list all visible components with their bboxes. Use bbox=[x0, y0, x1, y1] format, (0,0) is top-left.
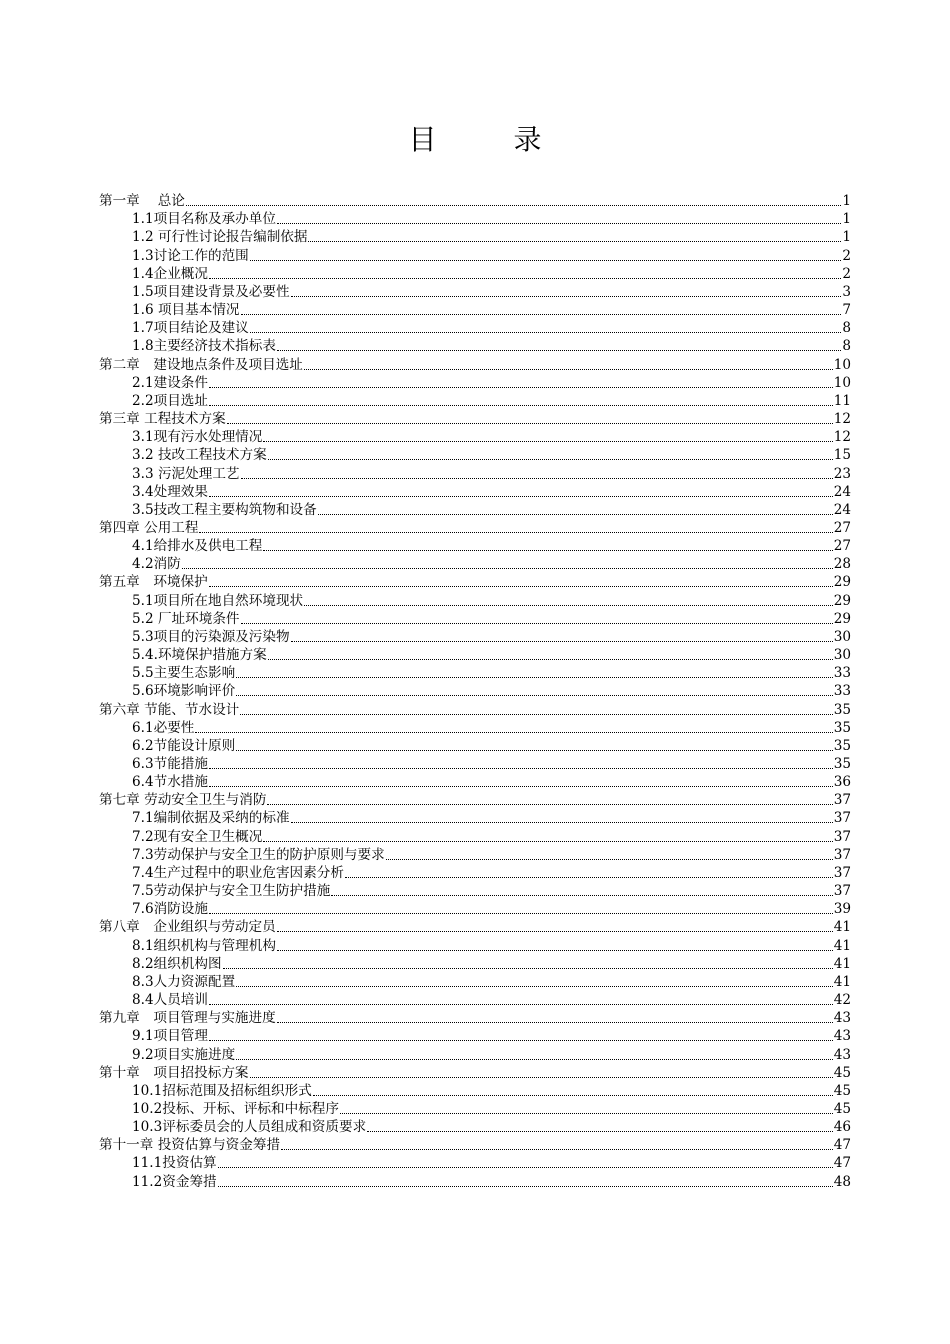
toc-page-number: 43 bbox=[833, 1028, 851, 1045]
toc-entry-label: 8.2组织机构图 bbox=[132, 955, 222, 972]
toc-entry-label: 5.3项目的污染源及污染物 bbox=[132, 628, 290, 645]
toc-entry-label: 第一章 总论 bbox=[99, 193, 185, 210]
toc-page-number: 45 bbox=[833, 1100, 851, 1117]
toc-page-number: 37 bbox=[833, 792, 851, 809]
dot-leader bbox=[277, 205, 841, 224]
dot-leader bbox=[304, 351, 833, 370]
toc-entry-label: 第七章 劳动安全卫生与消防 bbox=[99, 792, 267, 809]
toc-entry-label: 5.1项目所在地自然环境现状 bbox=[132, 592, 304, 609]
toc-page-number: 33 bbox=[833, 665, 851, 682]
toc-entry-label: 3.3 污泥处理工艺 bbox=[132, 465, 240, 482]
dot-leader bbox=[186, 187, 841, 206]
dot-leader bbox=[267, 786, 832, 805]
toc-page-number: 41 bbox=[833, 937, 851, 954]
toc-entry-label: 第五章 环境保护 bbox=[99, 574, 208, 591]
toc-page-number: 42 bbox=[833, 992, 851, 1009]
dot-leader bbox=[277, 1004, 833, 1023]
toc-entry-label: 7.2现有安全卫生概况 bbox=[132, 828, 263, 845]
toc-page-number: 47 bbox=[833, 1155, 851, 1172]
toc-page-number: 15 bbox=[833, 447, 851, 464]
dot-leader bbox=[281, 1131, 833, 1150]
toc-entry-label: 7.1编制依据及采纳的标准 bbox=[132, 810, 290, 827]
toc-entry-label: 第十章 项目招投标方案 bbox=[99, 1064, 249, 1081]
toc-entry-label: 9.2项目实施进度 bbox=[132, 1046, 236, 1063]
dot-leader bbox=[340, 1095, 833, 1114]
toc-entry-label: 第八章 企业组织与劳动定员 bbox=[99, 919, 276, 936]
toc-entry-label: 5.6环境影响评价 bbox=[132, 683, 236, 700]
toc-entry-label: 5.4.环境保护措施方案 bbox=[132, 647, 267, 664]
toc-page-number: 1 bbox=[842, 211, 851, 228]
dot-leader bbox=[277, 913, 833, 932]
toc-page-number: 45 bbox=[833, 1064, 851, 1081]
toc-page-number: 36 bbox=[833, 774, 851, 791]
dot-leader bbox=[199, 514, 832, 533]
toc-page-number: 48 bbox=[833, 1173, 851, 1190]
toc-entry-label: 第十一章 投资估算与资金筹措 bbox=[99, 1137, 281, 1154]
toc-entry-label: 3.1现有污水处理情况 bbox=[132, 429, 263, 446]
dot-leader bbox=[263, 423, 832, 442]
dot-leader bbox=[218, 1168, 833, 1187]
dot-leader bbox=[209, 895, 833, 914]
toc-entry-label: 8.4人员培训 bbox=[132, 992, 208, 1009]
toc-entry-label: 6.2节能设计原则 bbox=[132, 737, 236, 754]
dot-leader bbox=[313, 1077, 833, 1096]
toc-page-number: 1 bbox=[842, 229, 851, 246]
dot-leader bbox=[277, 332, 841, 351]
toc-page-number: 35 bbox=[833, 701, 851, 718]
toc-entry-label: 11.2资金筹措 bbox=[132, 1173, 217, 1190]
toc-page-number: 45 bbox=[833, 1082, 851, 1099]
toc-entry-label: 1.6 项目基本情况 bbox=[132, 302, 240, 319]
toc-entry-label: 第六章 节能、节水设计 bbox=[99, 701, 240, 718]
toc-entry-label: 8.1组织机构与管理机构 bbox=[132, 937, 276, 954]
toc-page-number: 12 bbox=[833, 411, 851, 428]
toc-title: 目 录 bbox=[408, 123, 576, 156]
dot-leader bbox=[236, 1041, 833, 1060]
dot-leader bbox=[241, 605, 833, 624]
dot-leader bbox=[263, 823, 832, 842]
dot-leader bbox=[386, 841, 833, 860]
dot-leader bbox=[345, 859, 833, 878]
toc-entry-label: 第四章 公用工程 bbox=[99, 519, 199, 536]
toc-page-number: 27 bbox=[833, 538, 851, 555]
toc-page-number: 1 bbox=[842, 193, 851, 210]
toc-page-number: 30 bbox=[833, 647, 851, 664]
dot-leader bbox=[367, 1113, 833, 1132]
toc-page-number: 33 bbox=[833, 683, 851, 700]
toc-page-number: 37 bbox=[833, 846, 851, 863]
toc-page-number: 11 bbox=[833, 392, 851, 409]
toc-page-number: 46 bbox=[833, 1119, 851, 1136]
toc-entry-label: 5.5主要生态影响 bbox=[132, 665, 236, 682]
dot-leader bbox=[318, 496, 833, 515]
dot-leader bbox=[304, 587, 833, 606]
toc-page-number: 10 bbox=[833, 374, 851, 391]
toc-page-number: 43 bbox=[833, 1010, 851, 1027]
toc-page-number: 35 bbox=[833, 756, 851, 772]
toc-entry-label: 7.6消防设施 bbox=[132, 901, 208, 918]
toc-page-number: 35 bbox=[833, 719, 851, 736]
toc-entry-label: 1.4企业概况 bbox=[132, 265, 208, 282]
dot-leader bbox=[209, 369, 833, 388]
toc-page-number: 8 bbox=[842, 320, 851, 337]
toc-entry-label: 1.7项目结论及建议 bbox=[132, 320, 249, 337]
toc-entry-label: 第九章 项目管理与实施进度 bbox=[99, 1010, 276, 1027]
toc-page-number: 29 bbox=[833, 610, 851, 627]
toc-entry-label: 4.1给排水及供电工程 bbox=[132, 538, 263, 555]
toc-page-number: 41 bbox=[833, 973, 851, 990]
toc-page-number: 23 bbox=[833, 465, 851, 482]
dot-leader bbox=[209, 260, 841, 279]
toc-page-number: 12 bbox=[833, 429, 851, 446]
toc-page-number: 39 bbox=[833, 901, 851, 918]
toc-entry-label: 9.1项目管理 bbox=[132, 1028, 208, 1045]
dot-leader bbox=[291, 623, 833, 642]
dot-leader bbox=[240, 696, 832, 715]
dot-leader bbox=[227, 405, 833, 424]
dot-leader bbox=[209, 478, 833, 497]
toc-page-number: 7 bbox=[842, 302, 851, 319]
toc-entry-label: 6.4节水措施 bbox=[132, 774, 208, 791]
dot-leader bbox=[209, 750, 833, 769]
toc-page-number: 43 bbox=[833, 1046, 851, 1063]
toc-entry-label: 6.3节能措施 bbox=[132, 756, 208, 772]
toc-page-number: 24 bbox=[833, 483, 851, 500]
dot-leader bbox=[182, 550, 833, 569]
toc-entry-label: 3.2 技改工程技术方案 bbox=[132, 447, 267, 464]
dot-leader bbox=[308, 223, 841, 242]
toc-page-number: 28 bbox=[833, 556, 851, 573]
toc-entry-label: 10.3评标委员会的人员组成和资质要求 bbox=[132, 1119, 367, 1136]
toc-section-entry[interactable] bbox=[99, 1172, 851, 1190]
toc-entry-label: 8.3人力资源配置 bbox=[132, 973, 236, 990]
toc-page-number: 2 bbox=[842, 265, 851, 282]
dot-leader bbox=[277, 932, 833, 951]
toc-entry-label: 1.3讨论工作的范围 bbox=[132, 247, 249, 264]
dot-leader bbox=[250, 1059, 833, 1078]
toc-page-number: 41 bbox=[833, 955, 851, 972]
toc-entry-label: 10.2投标、开标、评标和中标程序 bbox=[132, 1100, 339, 1117]
toc-entry-label: 7.5劳动保护与安全卫生防护措施 bbox=[132, 883, 331, 900]
dot-leader bbox=[223, 950, 833, 969]
dot-leader bbox=[209, 568, 833, 587]
toc-entry-label: 10.1招标范围及招标组织形式 bbox=[132, 1082, 312, 1099]
dot-leader bbox=[250, 314, 842, 333]
dot-leader bbox=[241, 296, 842, 315]
toc-entry-label: 第三章 工程技术方案 bbox=[99, 411, 226, 428]
dot-leader bbox=[209, 986, 833, 1005]
toc-page-number: 29 bbox=[833, 574, 851, 591]
toc-entry-label: 2.2项目选址 bbox=[132, 392, 208, 409]
dot-leader bbox=[209, 387, 833, 406]
dot-leader bbox=[218, 1149, 833, 1168]
dot-leader bbox=[236, 677, 833, 696]
dot-leader bbox=[236, 659, 833, 678]
table-of-contents bbox=[99, 192, 851, 1191]
toc-entry-label: 11.1投资估算 bbox=[132, 1155, 217, 1172]
toc-entry-label: 4.2消防 bbox=[132, 556, 181, 573]
dot-leader bbox=[241, 460, 833, 479]
toc-entry-label: 第二章 建设地点条件及项目选址 bbox=[99, 356, 303, 373]
dot-leader bbox=[250, 242, 842, 261]
toc-page-number: 37 bbox=[833, 883, 851, 900]
dot-leader bbox=[291, 804, 833, 823]
dot-leader bbox=[236, 968, 833, 987]
toc-entry-label: 6.1必要性 bbox=[132, 719, 195, 736]
toc-page-number: 29 bbox=[833, 592, 851, 609]
toc-page-number: 37 bbox=[833, 810, 851, 827]
dot-leader bbox=[209, 768, 833, 787]
dot-leader bbox=[195, 714, 832, 733]
toc-page-number: 35 bbox=[833, 737, 851, 754]
dot-leader bbox=[268, 441, 833, 460]
toc-entry-label: 2.1建设条件 bbox=[132, 374, 208, 391]
toc-page-number: 10 bbox=[833, 356, 851, 373]
toc-entry-label: 7.3劳动保护与安全卫生的防护原则与要求 bbox=[132, 846, 385, 863]
toc-entry-label: 1.2 可行性讨论报告编制依据 bbox=[132, 229, 308, 246]
toc-page-number: 24 bbox=[833, 501, 851, 518]
toc-page-number: 37 bbox=[833, 864, 851, 881]
toc-entry-label: 1.1项目名称及承办单位 bbox=[132, 211, 276, 228]
toc-page-number: 27 bbox=[833, 519, 851, 536]
toc-page-number: 37 bbox=[833, 828, 851, 845]
toc-entry-label: 5.2 厂址环境条件 bbox=[132, 610, 240, 627]
dot-leader bbox=[291, 278, 842, 297]
toc-page-number: 41 bbox=[833, 919, 851, 936]
dot-leader bbox=[331, 877, 832, 896]
toc-entry-label: 3.5技改工程主要构筑物和设备 bbox=[132, 501, 317, 518]
dot-leader bbox=[263, 532, 832, 551]
toc-entry-label: 1.8主要经济技术指标表 bbox=[132, 338, 276, 355]
toc-page-number: 47 bbox=[833, 1137, 851, 1154]
dot-leader bbox=[268, 641, 833, 660]
toc-entry-label: 7.4生产过程中的职业危害因素分析 bbox=[132, 864, 344, 881]
toc-entry-label: 3.4处理效果 bbox=[132, 483, 208, 500]
toc-page-number: 3 bbox=[842, 283, 851, 300]
toc-page-number: 8 bbox=[842, 338, 851, 355]
toc-page-number: 2 bbox=[842, 247, 851, 264]
toc-page-number: 30 bbox=[833, 628, 851, 645]
dot-leader bbox=[236, 732, 833, 751]
toc-entry-label: 1.5项目建设背景及必要性 bbox=[132, 283, 290, 300]
dot-leader bbox=[209, 1022, 833, 1041]
